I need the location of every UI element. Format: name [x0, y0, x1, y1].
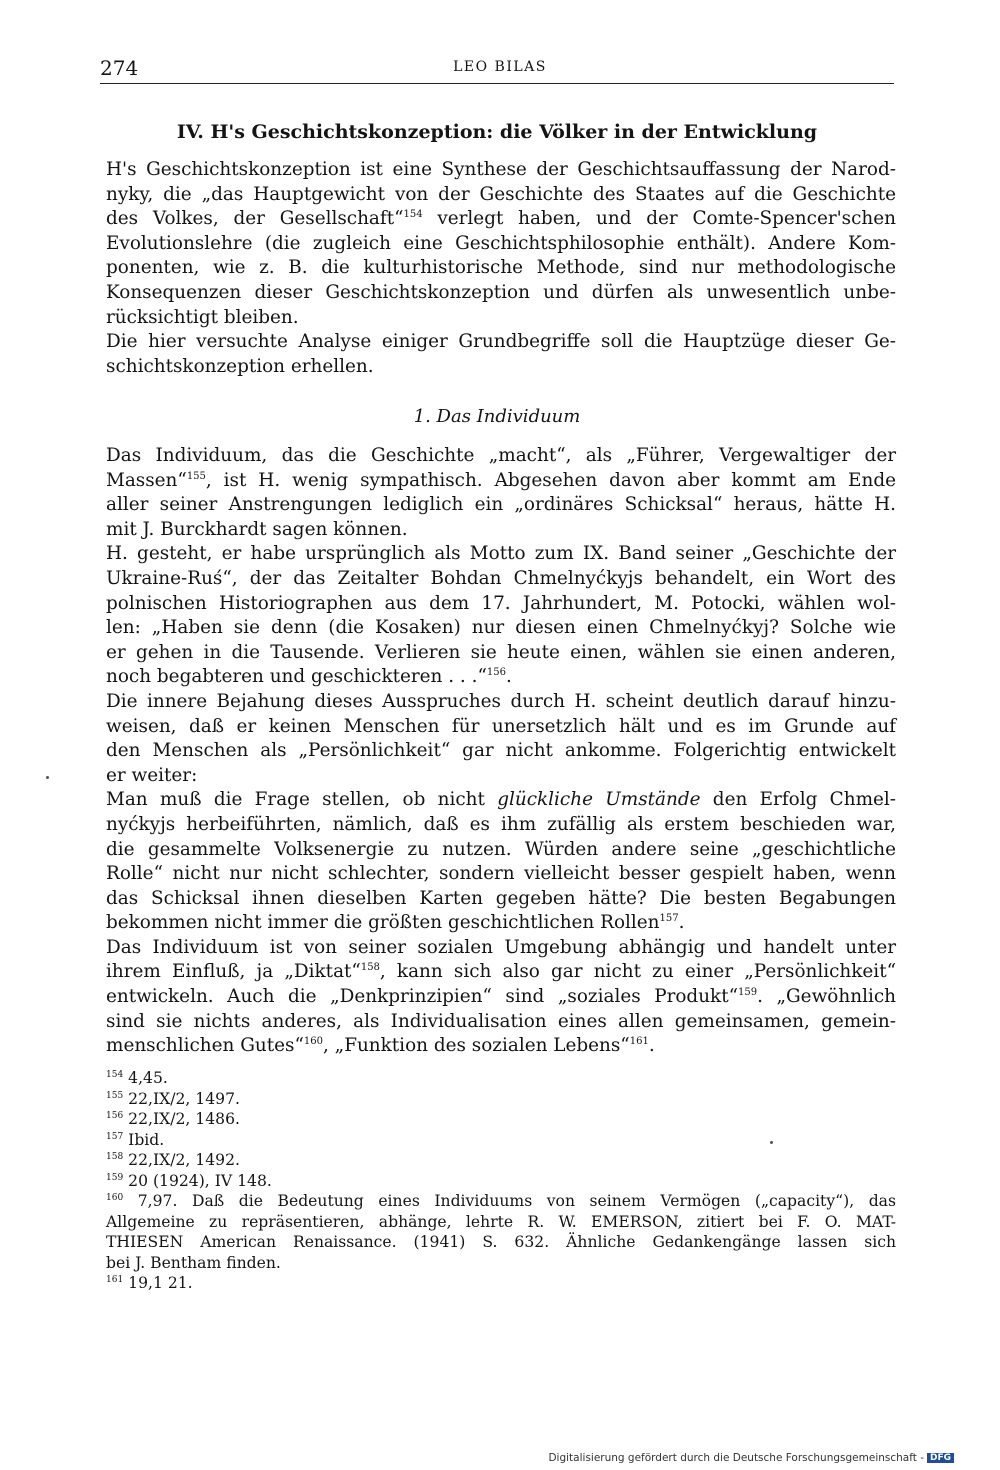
text-line: er gehen in die Tausende. Verlieren sie heute einen, wählen sie einen anderen, [106, 641, 896, 663]
footnote-line [106, 1089, 896, 1110]
footnote-line [106, 1232, 896, 1253]
footnote-line [106, 1212, 896, 1233]
text-line [106, 207, 896, 232]
text-segment: den Erfolg Chmel- [700, 789, 897, 811]
text-segment: bekommen nicht immer die größten geschichtlichen Rollen [106, 912, 660, 934]
text-line: Evolutionslehre (die zugleich eine Geschichtsphilosophie enthält). Andere Kom- [106, 232, 896, 254]
text-line [106, 665, 896, 690]
footnote-text: 22,IX/2, 1486. [128, 1110, 240, 1128]
footnote-text: Allgemeine zu repräsentieren, abhänge, lehrte R. W. EMERSON, zitiert bei F. O. MAT- [106, 1212, 896, 1231]
text-line: nyćkyjs herbeiführten, nämlich, daß es ihm zufällig als erstem beschieden war, [106, 813, 896, 835]
text-segment: . „Gewöhnlich [757, 986, 896, 1008]
text-line [106, 985, 896, 1010]
text-line: Rolle“ nicht nur nicht schlechter, sondern vielleicht besser gespielt haben, wenn [106, 863, 896, 885]
footnote-number: 160 [106, 1193, 124, 1203]
text-line: Die hier versuchte Analyse einiger Grundbegriffe soll die Hauptzüge dieser Ge- [106, 331, 896, 353]
footnote-text: 19,1 21. [128, 1274, 193, 1292]
text-line [106, 1034, 896, 1059]
funding-note [548, 1452, 954, 1464]
text-line: polnischen Historiographen aus dem 17. Jahrhundert, M. Potocki, wählen wol- [106, 592, 896, 614]
text-line: schichtskonzeption erhellen. [106, 355, 374, 377]
text-segment: entwickeln. Auch die „Denkprinzipien“ sind „soziales Produkt“ [106, 986, 738, 1008]
running-head-author: LEO BILAS [453, 59, 547, 75]
text-segment: des Volkes, der Gesellschaft“ [106, 208, 404, 230]
footnote-reference: 160 [303, 1036, 323, 1048]
text-line [106, 960, 896, 985]
text-line: aller seiner Anstrengungen lediglich ein „ordinäres Schicksal“ heraus, hätte H. [106, 494, 896, 516]
footnote-text: bei J. Bentham finden. [106, 1253, 281, 1272]
footnote-text: Ibid. [128, 1130, 165, 1149]
text-segment: ihrem Einfluß, ja „Diktat“ [106, 961, 361, 983]
text-line [106, 788, 896, 813]
footnote-line [106, 1191, 896, 1212]
footnote-reference: 155 [186, 470, 206, 482]
text-line: Das Individuum, das die Geschichte „macht“, als „Führer, Vergewaltiger der [106, 445, 896, 466]
text-line: H's Geschichtskonzeption ist eine Synthese der Geschichtsauffassung der Narod- [106, 159, 896, 180]
section-body [106, 158, 896, 379]
text-segment: . [505, 666, 512, 688]
text-line: Das Individuum ist von seiner sozialen Umgebung abhängig und handelt unter [106, 936, 896, 958]
text-line: Konsequenzen dieser Geschichtskonzeption und dürfen als unwesentlich unbe- [106, 281, 896, 303]
footnotes [106, 1068, 896, 1294]
page-number: 274 [100, 56, 139, 80]
text-segment: , „Funktion des sozialen Lebens“ [322, 1035, 630, 1057]
footnote-reference: 159 [737, 987, 758, 999]
footnote-line [106, 1068, 896, 1089]
text-line: Ukraine-Ruś“, der das Zeitalter Bohdan Chmelnyćkyjs behandelt, ein Wort des [106, 567, 896, 589]
footnote-text: 22,IX/2, 1492. [128, 1151, 240, 1169]
text-line: weisen, daß er keinen Menschen für unersetzlich hält und es im Grunde auf [106, 715, 896, 737]
footnote-line [106, 1130, 896, 1151]
subsection-heading: 1. Das Individuum [413, 406, 581, 427]
footnote-number: 161 [106, 1275, 124, 1285]
dfg-logo: DFG [927, 1453, 954, 1463]
text-line [106, 469, 896, 494]
text-segment: , ist H. wenig sympathisch. Abgesehen davon aber kommt am Ende [205, 469, 896, 491]
text-segment: menschlichen Gutes“ [106, 1035, 304, 1057]
text-line: Die innere Bejahung dieses Ausspruches durch H. scheint deutlich darauf hinzu- [106, 690, 896, 712]
footnote-number: 158 [106, 1152, 124, 1162]
footnote-reference: 156 [486, 667, 506, 679]
footnote-reference: 157 [659, 913, 679, 925]
text-segment: verlegt haben, und der Comte-Spencer'schen [422, 208, 896, 230]
text-segment: , kann sich also gar nicht zu einer „Persönlichkeit“ [379, 961, 896, 983]
footnote-number: 159 [106, 1172, 124, 1183]
footnote-line [106, 1150, 896, 1171]
scan-speck [46, 776, 49, 779]
text-line: H. gesteht, er habe ursprünglich als Motto zum IX. Band seiner „Geschichte der [106, 543, 896, 565]
text-line: das Schicksal ihnen dieselben Karten gegeben hätte? Die besten Begabungen [106, 887, 896, 909]
text-segment: . [678, 912, 685, 934]
footnote-text: 7,97. Daß die Bedeutung eines Individuums von seinem Vermögen („capacity“), das [137, 1192, 896, 1210]
text-line: nyky, die „das Hauptgewicht von der Geschichte des Staates auf die Geschichte [106, 183, 896, 205]
text-segment: Man muß die Frage stellen, ob nicht [106, 789, 498, 811]
header-rule [100, 83, 894, 84]
text-line [106, 911, 896, 936]
text-line: er weiter: [106, 764, 198, 786]
scan-speck [770, 1141, 773, 1144]
footnote-line [106, 1253, 896, 1274]
text-segment: Massen“ [106, 469, 187, 491]
footnote-reference: 158 [360, 962, 380, 974]
subsection-body [106, 444, 896, 1059]
footnote-line [106, 1273, 896, 1294]
emphasis: glückliche Umstände [497, 789, 701, 811]
footnote-number: 154 [106, 1070, 124, 1080]
footnote-number: 156 [106, 1111, 124, 1121]
footnote-line [106, 1109, 896, 1130]
text-line: mit J. Burckhardt sagen können. [106, 518, 408, 540]
text-segment: . [648, 1035, 655, 1057]
footnote-text: 4,45. [128, 1069, 168, 1087]
text-line: ponenten, wie z. B. die kulturhistorische Methode, sind nur methodologische [106, 257, 896, 279]
footnote-number: 157 [106, 1131, 124, 1142]
text-line: rücksichtigt bleiben. [106, 306, 299, 328]
footnote-text: 22,IX/2, 1497. [128, 1089, 240, 1108]
text-line: len: „Haben sie denn (die Kosaken) nur diesen einen Chmelnyćkyj? Solche wie [106, 617, 896, 639]
text-segment: noch begabteren und geschickteren . . .“ [106, 666, 487, 688]
text-line: den Menschen als „Persönlichkeit“ gar nicht ankomme. Folgerichtig entwickelt [106, 740, 896, 762]
footnote-text: 20 (1924), IV 148. [128, 1171, 272, 1190]
section-heading: IV. H's Geschichtskonzeption: die Völker in der Entwicklung [176, 121, 818, 143]
footnote-number: 155 [106, 1090, 124, 1101]
funding-text: Digitalisierung gefördert durch die Deutsche Forschungsgemeinschaft - [548, 1452, 924, 1464]
text-line: sind sie nichts anderes, als Individualisation eines allen gemeinsamen, gemein- [106, 1010, 896, 1032]
text-line: die gesammelte Volksenergie zu nutzen. Würden andere seine „geschichtliche [106, 838, 896, 860]
footnote-reference: 161 [629, 1036, 649, 1048]
footnote-text: THIESEN American Renaissance. (1941) S. 632. Ähnliche Gedankengänge lassen sich [106, 1233, 896, 1251]
footnote-reference: 154 [403, 209, 423, 221]
footnote-line [106, 1171, 896, 1192]
